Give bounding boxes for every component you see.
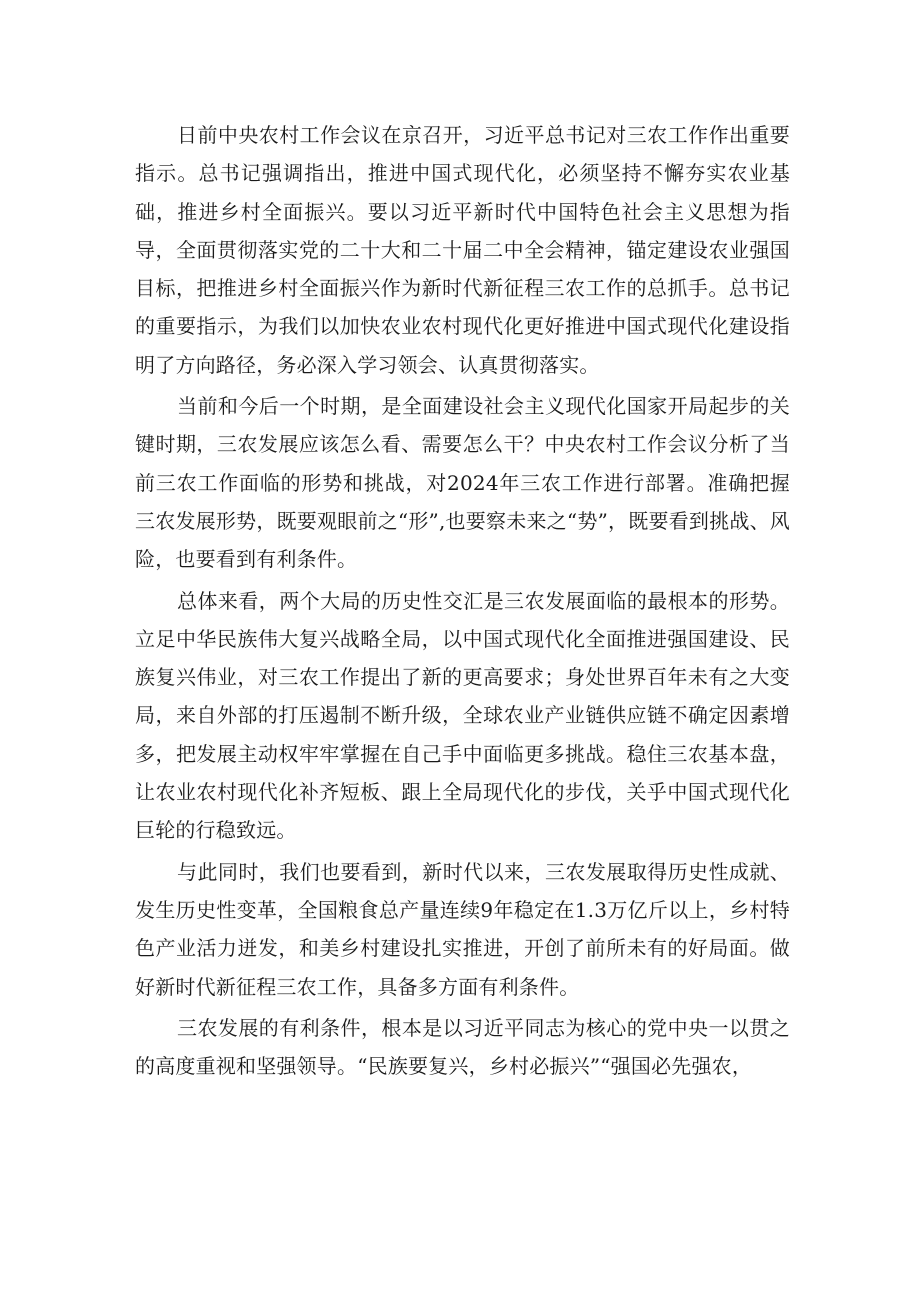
paragraph-5: 三农发展的有利条件，根本是以习近平同志为核心的党中央一以贯之的高度重视和坚强领导。“民族要复兴，乡村必振兴”“强国必先强农， bbox=[135, 1015, 790, 1079]
paragraph-1: 日前中央农村工作会议在京召开，习近平总书记对三农工作作出重要指示。总书记强调指出，推进中国式现代化，必须坚持不懈夯实农业基础，推进乡村全面振兴。要以习近平新时代中国特色社会主义思想为指导，全面贯彻落实党的二十大和二十届二中全会精神，锚定建设农业强国目标，把推进乡村全面振兴作为新时代新征程三农工作的总抓手。总书记的重要指示，为我们以加快农业农村现代化更好推进中国式现代化建设指明了方向路径，务必深入学习领会、认真贯彻落实。 bbox=[135, 123, 790, 377]
document-body bbox=[135, 116, 790, 1088]
paragraph-2: 当前和今后一个时期，是全面建设社会主义现代化国家开局起步的关键时期，三农发展应该怎么看、需要怎么干？中央农村工作会议分析了当前三农工作面临的形势和挑战，对2024年三农工作进行部署。准确把握三农发展形势，既要观眼前之“形”,也要察未来之“势”，既要看到挑战、风险，也要看到有利条件。 bbox=[135, 394, 790, 572]
paragraph-3: 总体来看，两个大局的历史性交汇是三农发展面临的最根本的形势。立足中华民族伟大复兴战略全局，以中国式现代化全面推进强国建设、民族复兴伟业，对三农工作提出了新的更高要求；身处世界百年未有之大变局，来自外部的打压遏制不断升级，全球农业产业链供应链不确定因素增多，把发展主动权牢牢掌握在自己手中面临更多挑战。稳住三农基本盘，让农业农村现代化补齐短板、跟上全局现代化的步伐，关乎中国式现代化巨轮的行稳致远。 bbox=[135, 588, 790, 843]
paragraph-4: 与此同时，我们也要看到，新时代以来，三农发展取得历史性成就、发生历史性变革，全国粮食总产量连续9年稳定在1.3万亿斤以上，乡村特色产业活力迸发，和美乡村建设扎实推进，开创了前所未有的好局面。做好新时代新征程三农工作，具备多方面有利条件。 bbox=[135, 859, 790, 999]
